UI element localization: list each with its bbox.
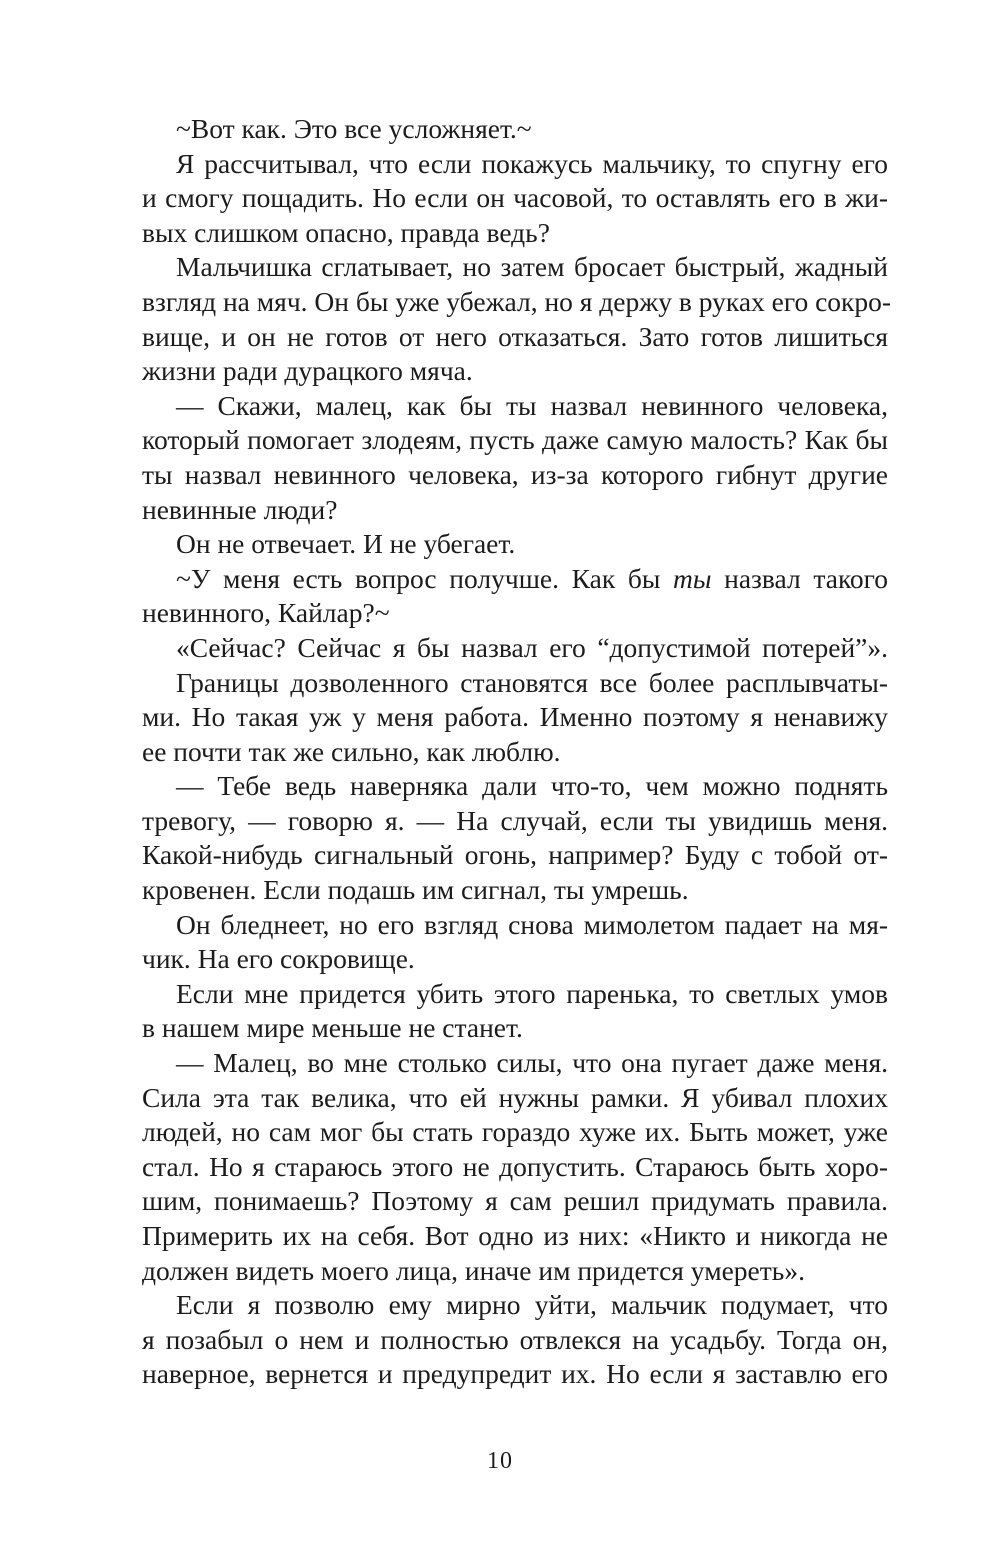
text-line: ми. Но такая уж у меня работа. Именно поэтому я ненавижу [142,701,888,733]
text-line: невинного, Кайлар?~ [142,597,390,629]
text-line: невинные люди? [142,493,338,525]
text-line: ты назвал невинного человека, из-за которого гибнут другие [142,458,888,490]
text-line [142,562,888,597]
text-line: жизни ради дурацкого мяча. [142,355,473,387]
text-line: тревогу, — говорю я. — На случай, если ты увидишь меня. [142,804,888,836]
text-line: «Сейчас? Сейчас я бы назвал его “допустимой потерей”». [176,631,888,663]
text-line: стал. Но я стараюсь этого не допустить. Стараюсь быть хоро- [142,1150,888,1182]
italic-emphasis: ты [672,562,712,594]
text-line: Я рассчитывал, что если покажусь мальчику, то спугну его [176,147,888,179]
page-number: 10 [487,1448,513,1474]
text-line: который помогает злодеям, пусть даже самую малость? Как бы [142,424,888,456]
text-line: я позабыл о нем и полностью отвлекся на усадьбу. Тогда он, [142,1323,888,1355]
text-line: шим, понимаешь? Поэтому я сам решил придумать правила. [142,1185,888,1217]
text-line: Границы дозволенного становятся все более расплывчаты- [176,666,888,698]
text-line: — Малец, во мне столько силы, что она пугает даже меня. [176,1047,888,1079]
text-line: в нашем мире меньше не станет. [142,1012,523,1044]
text-line: Мальчишка сглатывает, но затем бросает быстрый, жадный [176,251,888,283]
text-line: людей, но сам мог бы стать гораздо хуже их. Быть может, уже [142,1116,888,1148]
text-line: ее почти так же сильно, как люблю. [142,735,561,767]
text-line: должен видеть моего лица, иначе им придется умереть». [142,1254,805,1286]
page-body-text [142,112,892,1392]
text-line: взгляд на мяч. Он бы уже убежал, но я держу в руках его сокро- [142,285,892,317]
text-line: и смогу пощадить. Но если он часовой, то оставлять его в жи- [142,182,888,214]
text-line: Он бледнеет, но его взгляд снова мимолетом падает на мя- [176,908,888,940]
text-line: Примерить их на себя. Вот одно из них: «Никто и никогда не [142,1220,888,1251]
text-line: вых слишком опасно, правда ведь? [142,216,550,248]
text-line: вище, и он не готов от него отказаться. Зато готов лишиться [142,320,888,352]
text-line: — Тебе ведь наверняка дали что-то, чем можно поднять [176,770,888,802]
text-line: Если я позволю ему мирно уйти, мальчик подумает, что [176,1289,888,1321]
text-line: Какой-нибудь сигнальный огонь, например? Буду с тобой от- [142,839,888,871]
text-line: чик. На его сокровище. [142,943,415,975]
text-line: — Скажи, малец, как бы ты назвал невинного человека, [176,389,888,421]
text-line: кровенен. Если подашь им сигнал, ты умрешь. [142,874,689,906]
text-line: Сила эта так велика, что ей нужны рамки. Я убивал плохих [142,1081,888,1113]
text-line: ~Вот как. Это все усложняет.~ [176,113,532,144]
text-line: наверное, вернется и предупредит их. Но если я заставлю его [142,1358,888,1390]
text-line-segment: назвал такого [711,562,888,594]
text-line-segment: ~У меня есть вопрос получше. Как бы [176,562,673,594]
text-line: Если мне придется убить этого паренька, то светлых умов [176,977,888,1009]
text-line: Он не отвечает. И не убегает. [176,528,516,560]
